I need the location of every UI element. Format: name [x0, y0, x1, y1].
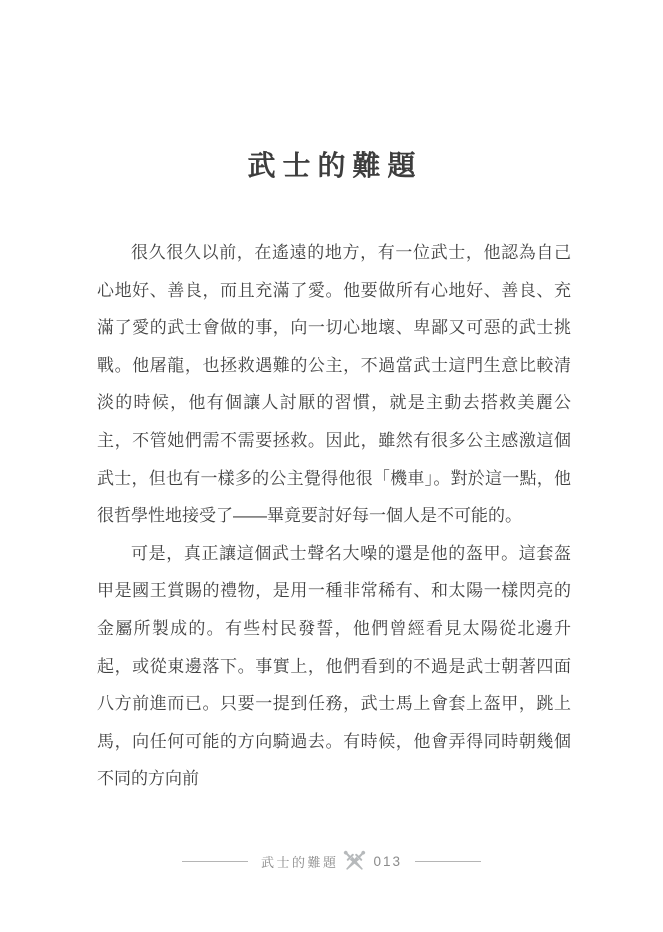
footer-rule-right — [415, 861, 481, 862]
paragraph-1: 很久很久以前，在遙遠的地方，有一位武士，他認為自己心地好、善良，而且充滿了愛。他要做所有心地好、善良、充滿了愛的武士會做的事，向一切心地壞、卑鄙又可惡的武士挑戰。他屠龍，也拯救遇難的公主，不過當武士這門生意比較清淡的時候，他有個讓人討厭的習慣，就是主動去搭救美麗公主，不管她們需不需要拯救。因此，雖然有很多公主感激這個武士，但也有一樣多的公主覺得他很「機車」。對於這一點，他很哲學性地接受了——畢竟要討好每一個人是不可能的。 — [97, 243, 571, 526]
body-text — [97, 234, 571, 798]
footer-rule-left — [182, 861, 248, 862]
crossed-swords-icon — [339, 846, 370, 877]
footer-page-number: 013 — [373, 853, 403, 869]
paragraph-2: 可是，真正讓這個武士聲名大噪的還是他的盔甲。這套盔甲是國王賞賜的禮物，是用一種非常稀有、和太陽一樣閃亮的金屬所製成的。有些村民發誓，他們曾經看見太陽從北邊升起，或從東邊落下。事實上，他們看到的不過是武士朝著四面八方前進而已。只要一提到任務，武士馬上會套上盔甲，跳上馬，向任何可能的方向騎過去。有時候，他會弄得同時朝幾個不同的方向前 — [97, 543, 571, 789]
footer-chapter-title: 武士的難題 — [260, 854, 339, 870]
page-footer — [0, 845, 663, 877]
chapter-title: 武士的難題 — [247, 150, 423, 181]
